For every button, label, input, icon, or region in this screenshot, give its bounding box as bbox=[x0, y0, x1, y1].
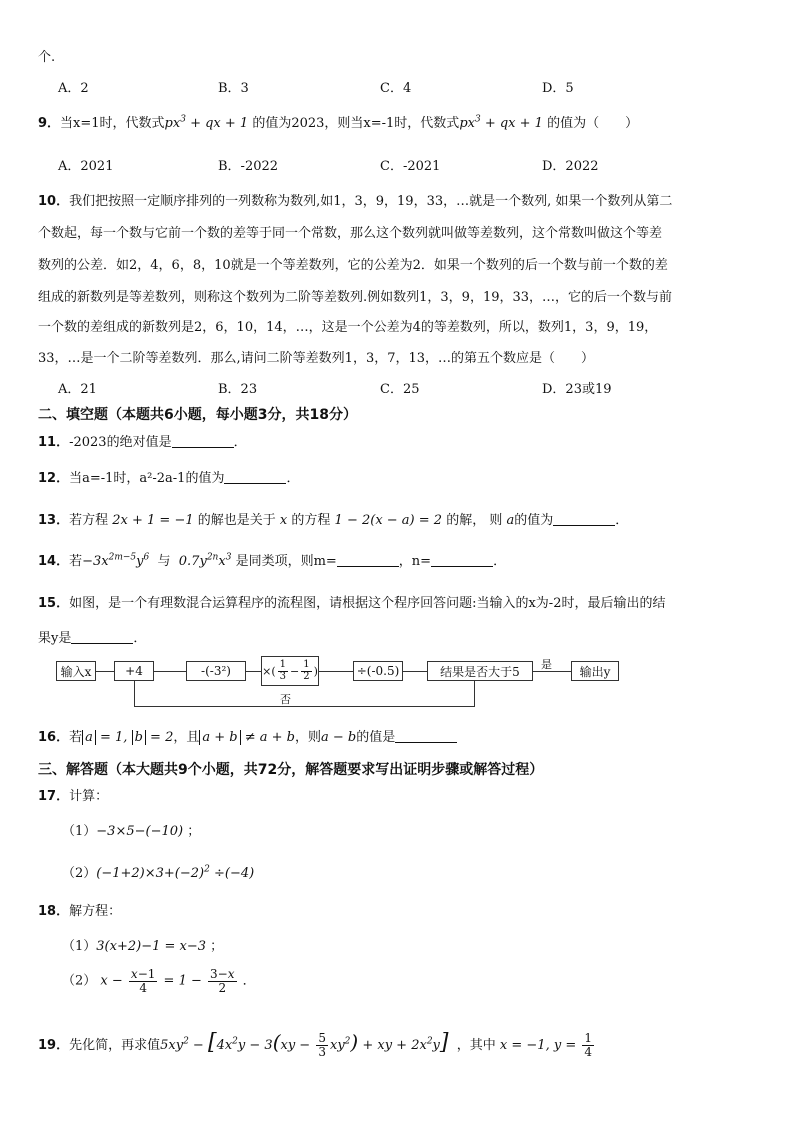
q18-number: 18． bbox=[38, 904, 70, 919]
q13-text-e: 的值为 bbox=[514, 513, 554, 528]
question-11 bbox=[38, 431, 247, 450]
q18-part-2: （2） x − $\frac{x-1}{4}$ = 1 − $\frac{3-x}{2}$ ． bbox=[62, 967, 256, 995]
flow-arrow-2 bbox=[154, 671, 186, 672]
q12-text: 当a=-1时，a²-2a-1的值为 bbox=[69, 471, 225, 486]
q10-line-3: 数列的公差．如2，4，6，8，10就是一个等差数列，它的公差为2．如果一个数列的后一个数与前一个数的差 bbox=[38, 258, 668, 273]
q15-line-1 bbox=[38, 592, 665, 611]
q17-part-2: $(2)(-1+2)\times 3+(-2)^2 \div(-4)$ bbox=[62, 864, 255, 881]
section-2-heading: 二、填空题（本题共6小题，每小题3分，共18分） bbox=[38, 407, 357, 423]
q14-text-a: 若 bbox=[69, 554, 83, 569]
q18-part-1: （1）3(x+2)−1 = x−3 ； bbox=[62, 939, 224, 954]
q15-answer-blank[interactable] bbox=[71, 631, 133, 644]
q17-title bbox=[38, 785, 108, 804]
q19-text: 先化简，再求值 bbox=[69, 1038, 161, 1053]
q11-end: ． bbox=[233, 435, 247, 450]
q13-var-x: x bbox=[279, 513, 288, 528]
q13-text-b: 的解也是关于 bbox=[197, 513, 276, 528]
q15-text-1: 如图，是一个有理数混合运算程序的流程图，请根据这个程序回答问题:当输入的x为-2时，最后输出的结 bbox=[69, 596, 666, 611]
q12-number: 12． bbox=[38, 471, 70, 486]
q14-end: ． bbox=[493, 554, 507, 569]
flow-input: 输入x bbox=[56, 661, 96, 681]
flow-check: 结果是否大于5 bbox=[427, 661, 533, 681]
q9-text-a: 当x=1时，代数式 bbox=[60, 116, 165, 131]
flow-loop-horizontal bbox=[134, 706, 475, 707]
q10-line-6: 33，…是一个二阶等差数列．那么,请问二阶等差数列1，3，7，13，…的第五个数应是（ ） bbox=[38, 351, 595, 366]
q11-number: 11． bbox=[38, 435, 70, 450]
q15-end: ． bbox=[133, 631, 147, 646]
q9-expr-1: $px^3$ + qx + 1 bbox=[164, 114, 249, 131]
q14-n-blank[interactable] bbox=[431, 554, 493, 567]
q13-equation-1: 2x + 1 = −1 bbox=[112, 513, 194, 528]
q14-text-c: 是同类项，则m= bbox=[235, 554, 337, 569]
q9-option-d: D．2022 bbox=[542, 159, 599, 174]
flow-step-2: -(-3²) bbox=[186, 661, 246, 681]
q8-option-a: A．2 bbox=[58, 81, 89, 96]
q13-var-a: a bbox=[506, 513, 515, 528]
q19-values: x = −1, y = bbox=[499, 1038, 577, 1053]
q14-m-blank[interactable] bbox=[337, 554, 399, 567]
q18-equation-2: x − bbox=[100, 973, 123, 989]
q18-title-text: 解方程： bbox=[69, 904, 122, 919]
q19-where: ，其中 bbox=[456, 1038, 496, 1053]
q17-title-text: 计算： bbox=[69, 789, 109, 804]
question-13 bbox=[38, 509, 628, 528]
q16-condition-2: a + b ≠ a + b bbox=[199, 730, 295, 745]
q10-line-1: 我们把按照一定顺序排列的一列数称为数列,如1，3，9，19，33，…就是一个数列, 如果一个数列从第二 bbox=[69, 194, 673, 209]
q16-text-c: ，则 bbox=[294, 730, 321, 745]
q19-expression: $5xy^2 - [4x^2y - 3(xy$ − bbox=[160, 1030, 311, 1055]
flow-arrow-yes bbox=[533, 671, 571, 672]
q17-number: 17． bbox=[38, 789, 70, 804]
flow-arrow-1 bbox=[96, 671, 114, 672]
q15-line-2 bbox=[38, 627, 146, 646]
q17-expr-2: $(-1+2)\times 3+(-2)^2 \div(-4)$ bbox=[96, 864, 255, 881]
q10-option-b: B．23 bbox=[218, 382, 258, 397]
flow-step-3: ×( $\frac{1}{3}$ − $\frac{1}{2}$ ) bbox=[261, 656, 319, 686]
q17-expr-1: −3×5−(−10) bbox=[96, 824, 184, 839]
q13-text-d: 的解， 则 bbox=[446, 513, 503, 528]
q15-text-2: 果y是 bbox=[38, 631, 72, 646]
q16-number: 16． bbox=[38, 730, 70, 745]
flow-arrow-5 bbox=[403, 671, 427, 672]
q12-answer-blank[interactable] bbox=[224, 471, 286, 484]
q11-answer-blank[interactable] bbox=[172, 435, 234, 448]
q13-text-a: 若方程 bbox=[69, 513, 109, 528]
q9-option-b: B．-2022 bbox=[218, 159, 279, 174]
flow-arrow-3 bbox=[246, 671, 261, 672]
q13-number: 13． bbox=[38, 513, 70, 528]
q16-expression: a − b bbox=[321, 730, 357, 745]
q9-number: 9． bbox=[38, 116, 61, 131]
flow-arrow-4 bbox=[319, 671, 353, 672]
section-3-heading: 三、解答题（本大题共9个小题，共72分，解答题要求写出证明步骤或解答过程） bbox=[38, 762, 544, 778]
q14-text-d: ，n= bbox=[398, 554, 432, 569]
q17-part-1: （1）−3×5−(−10) ； bbox=[62, 824, 201, 839]
q10-option-a: A．21 bbox=[58, 382, 97, 397]
q18-equation-1: 3(x+2)−1 = x−3 bbox=[96, 939, 207, 954]
q18-title bbox=[38, 900, 121, 919]
flow-loop-up bbox=[134, 681, 135, 706]
q16-text-a: 若 bbox=[69, 730, 83, 745]
q8-option-b: B．3 bbox=[218, 81, 249, 96]
question-19: 19．先化简，再求值$5xy^2 - [4x^2y - 3(xy$ − $\frac{5}{3}$ $xy^2$) + xy + $2x^2y$] ，其中 x = −1, y = $\frac{1}{4}$ bbox=[38, 1030, 592, 1059]
q13-text-c: 的方程 bbox=[291, 513, 331, 528]
q13-end: ． bbox=[615, 513, 629, 528]
q14-number: 14． bbox=[38, 554, 70, 569]
q9-text-b: 的值为2023，则当x=-1时，代数式 bbox=[252, 116, 460, 131]
q9-option-c: C．-2021 bbox=[380, 159, 441, 174]
flow-yes-label: 是 bbox=[541, 658, 552, 671]
flow-step-1: +4 bbox=[114, 661, 154, 681]
question-9 bbox=[38, 112, 638, 131]
q11-text: -2023的绝对值是 bbox=[69, 435, 172, 450]
q10-option-c: C．25 bbox=[380, 382, 420, 397]
q9-text-c: 的值为（ ） bbox=[547, 116, 639, 131]
q10-line-2: 个数起，每一个数与它前一个数的差等于同一个常数，那么这个数列就叫做等差数列，这个常数叫做这个等差 bbox=[38, 226, 663, 241]
q8-option-d: D．5 bbox=[542, 81, 574, 96]
q16-text-d: 的值是 bbox=[356, 730, 396, 745]
q14-text-b: 与 bbox=[157, 554, 171, 569]
q10-line-4: 组成的新数列是等差数列，则称这个数列为二阶等差数列.例如数列1，3，9，19，33，…，它的后一个数与前 bbox=[38, 290, 673, 305]
q16-condition-1: a = 1, b = 2 bbox=[82, 730, 173, 745]
q10-option-d: D．23或19 bbox=[542, 382, 612, 397]
q16-answer-blank[interactable] bbox=[395, 730, 457, 743]
flow-output: 输出y bbox=[571, 661, 619, 681]
q15-number: 15． bbox=[38, 596, 70, 611]
q9-option-a: A．2021 bbox=[58, 159, 114, 174]
q9-expr-2: $px^3$ + qx + 1 bbox=[459, 114, 543, 131]
q10-number: 10． bbox=[38, 194, 70, 209]
q8-tail: 个. bbox=[38, 50, 56, 65]
q14-term-1: $-3x^{2m-5}y^6$ bbox=[82, 552, 150, 569]
q10-line-5: 一个数的差组成的新数列是2，6，10，14，…，这是一个公差为4的等差数列，所以，数列1，3，9，19， bbox=[38, 320, 658, 335]
question-16 bbox=[38, 726, 457, 745]
q12-end: ． bbox=[286, 471, 300, 486]
flow-loop-down bbox=[474, 681, 475, 706]
flow-step-4: ÷(-0.5) bbox=[353, 661, 403, 681]
q16-text-b: ，且 bbox=[173, 730, 200, 745]
q13-equation-2: 1 − 2(x − a) = 2 bbox=[334, 513, 443, 528]
q14-term-2: $0.7y^{2n}x^3$ bbox=[178, 552, 232, 569]
q8-option-c: C．4 bbox=[380, 81, 412, 96]
question-14 bbox=[38, 550, 506, 569]
q13-answer-blank[interactable] bbox=[553, 513, 615, 526]
question-12 bbox=[38, 467, 299, 486]
flow-no-label: 否 bbox=[280, 693, 291, 706]
q19-number: 19． bbox=[38, 1038, 70, 1053]
